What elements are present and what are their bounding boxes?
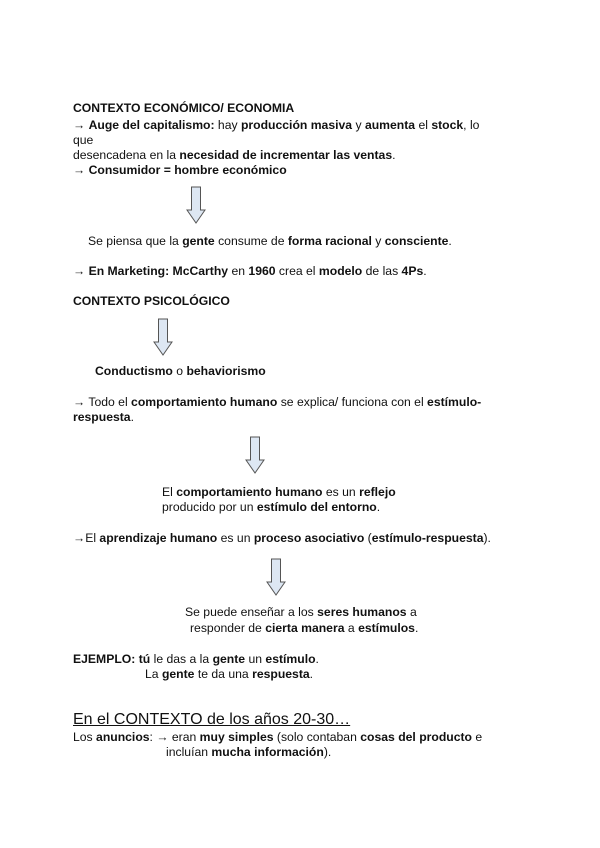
text-line: que: [73, 133, 94, 147]
text-line: Conductismo o behaviorismo: [95, 364, 266, 378]
text-line: → Consumidor = hombre económico: [73, 163, 287, 177]
text-line: Se piensa que la gente consume de forma racional y consciente.: [88, 234, 452, 248]
section-title: En el CONTEXTO de los años 20-30…: [73, 711, 351, 728]
text-line: Se puede enseñar a los seres humanos a: [185, 605, 417, 619]
down-arrow-icon: [266, 558, 286, 596]
text-line: EJEMPLO: tú le das a la gente un estímulo.: [73, 652, 319, 666]
text-line: producido por un estímulo del entorno.: [162, 500, 381, 514]
text-line: respuesta.: [73, 410, 134, 424]
text-line: → Auge del capitalismo: hay producción masiva y aumenta el stock, lo: [73, 118, 480, 132]
text-line: responder de cierta manera a estímulos.: [190, 621, 419, 635]
text-line: →El aprendizaje humano es un proceso asociativo (estímulo-respuesta).: [73, 531, 491, 545]
down-arrow-icon: [153, 318, 173, 356]
text-line: La gente te da una respuesta.: [145, 667, 314, 681]
text-line: → Todo el comportamiento humano se explica/ funciona con el estímulo-: [73, 395, 482, 409]
text-line: Los anuncios: → eran muy simples (solo contaban cosas del producto e: [73, 730, 483, 744]
text-line: El comportamiento humano es un reflejo: [162, 485, 396, 499]
section-heading-economico: CONTEXTO ECONÓMICO/ ECONOMIA: [73, 101, 295, 115]
text-line: desencadena en la necesidad de incrementar las ventas.: [73, 148, 396, 162]
down-arrow-icon: [245, 436, 265, 474]
text-line: incluían mucha información).: [166, 745, 332, 759]
section-heading-psicologico: CONTEXTO PSICOLÓGICO: [73, 294, 230, 308]
text-line: → En Marketing: McCarthy en 1960 crea el modelo de las 4Ps.: [73, 264, 427, 278]
down-arrow-icon: [186, 186, 206, 224]
